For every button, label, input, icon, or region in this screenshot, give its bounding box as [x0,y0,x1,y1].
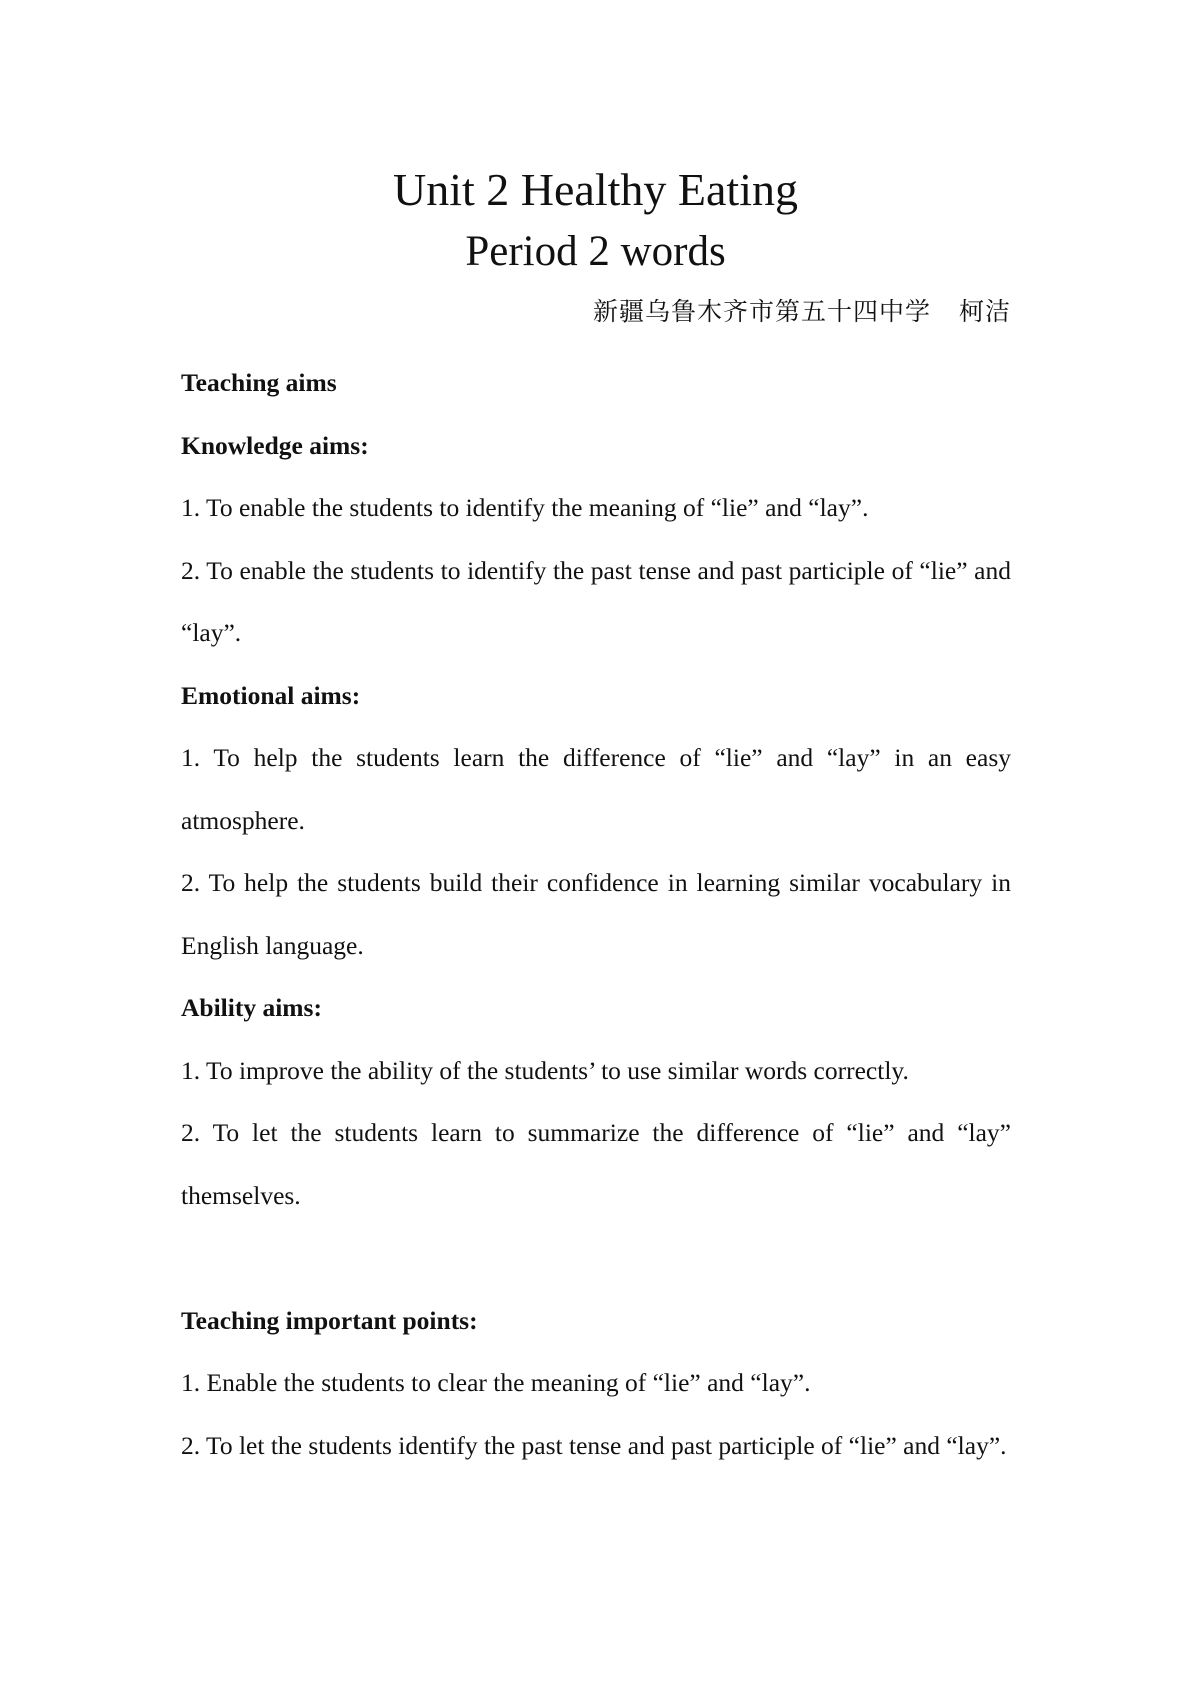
knowledge-aims-heading: Knowledge aims: [181,430,369,460]
ability-aim-1: 1. To improve the ability of the students’ to use similar words correctly. [181,1055,909,1085]
ability-aims-heading: Ability aims: [181,993,322,1022]
teaching-aims-heading: Teaching aims [181,368,337,397]
author-line [593,296,1011,328]
ability-aim-2: 2. To let the students learn to summarize the difference of “lie” and “lay” themselves. [181,1118,1011,1210]
emotional-aim-1: 1. To help the students learn the difference of “lie” and “lay” in an easy atmosphere. [181,743,1011,835]
document-subtitle: Period 2 words [465,228,726,275]
document-title: Unit 2 Healthy Eating [393,164,798,215]
author-name: 柯洁 [958,297,1011,326]
emotional-aim-2: 2. To help the students build their confidence in learning similar vocabulary in English language. [181,868,1011,960]
important-point-2: 2. To let the students identify the past tense and past participle of “lie” and “lay”. [181,1430,1007,1460]
section-spacer [181,1227,1011,1290]
emotional-aims-heading: Emotional aims: [181,680,361,710]
author-school: 新疆乌鲁木齐市第五十四中学 [592,297,931,326]
important-point-1: 1. Enable the students to clear the meaning of “lie” and “lay”. [181,1368,811,1397]
document-body [181,352,1011,1477]
important-points-heading: Teaching important points: [181,1305,478,1335]
knowledge-aim-1: 1. To enable the students to identify the meaning of “lie” and “lay”. [181,493,869,522]
knowledge-aim-2: 2. To enable the students to identify the past tense and past participle of “lie” and “lay”. [181,555,1011,647]
